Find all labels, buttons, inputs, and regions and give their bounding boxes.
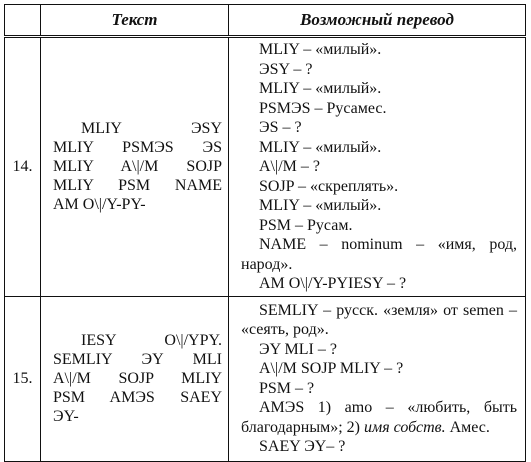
translation-item-text: AMЭS 1) amo – «любить, быть благодарным»; 2) (241, 399, 517, 436)
translation-table (4, 4, 526, 462)
source-line: MLIY PSM NAME (53, 177, 222, 195)
translation-item: MLIY – «милый». (259, 41, 382, 58)
translation-cell (229, 296, 526, 461)
row-number: 15. (5, 296, 41, 461)
header-number-cell (5, 5, 41, 37)
header-translation-cell: Возможный перевод (229, 5, 526, 37)
translation-item (241, 398, 517, 437)
source-text-cell (41, 296, 229, 461)
proper-name-note: имя собств. (363, 418, 446, 436)
source-line: PSM AMЭS SAEY (53, 389, 222, 406)
translation-item: PSMЭS – Русамес. (259, 99, 387, 117)
source-line: SEMLIY ЭY MLI (53, 351, 222, 368)
source-text-cell (41, 37, 229, 297)
translation-item: ЭS – ? (259, 119, 302, 136)
source-line: MLIY A\|/M SOJP (53, 158, 222, 176)
table-row (5, 37, 526, 297)
header-text-cell: Текст (41, 5, 229, 37)
row-number: 14. (5, 37, 41, 297)
translation-item: PSM – ? (259, 379, 315, 397)
translation-item: ЭSY – ? (259, 60, 313, 78)
source-line: MLIY PSMЭS ЭS (53, 139, 222, 157)
translation-item: AM O\|/Y-PYIESY – ? (259, 275, 407, 292)
source-line: ЭY- (53, 408, 79, 425)
translation-item: SEMLIY – русск. «земля» от semen – «сеять, род». (241, 301, 517, 338)
translation-item: PSM – Русам. (259, 216, 353, 234)
translation-cell (229, 37, 526, 297)
translation-item: ЭY MLI – ? (259, 340, 337, 358)
translation-item: SOJP – «скреплять». (259, 177, 399, 195)
source-line: MLIY ЭSY (81, 120, 222, 138)
translation-item: MLIY – «милый». (259, 80, 382, 97)
translation-item: A\|/M – ? (259, 158, 320, 175)
table-row (5, 296, 526, 461)
translation-item: NAME – nominum – «имя, род, народ». (241, 236, 517, 273)
translation-item: SAEY ЭY– ? (259, 438, 346, 455)
translation-item: MLIY – «милый». (259, 138, 382, 156)
table-header-row (5, 5, 526, 37)
translation-item-text: Амес. (445, 418, 490, 436)
source-line: IESY O\|/YPY. (81, 332, 222, 349)
source-line: A\|/M SOJP MLIY (53, 370, 222, 387)
source-line: AM O\|/Y-PY- (53, 196, 146, 214)
translation-item: A\|/M SOJP MLIY – ? (259, 360, 404, 377)
translation-item: MLIY – «милый». (259, 197, 382, 214)
